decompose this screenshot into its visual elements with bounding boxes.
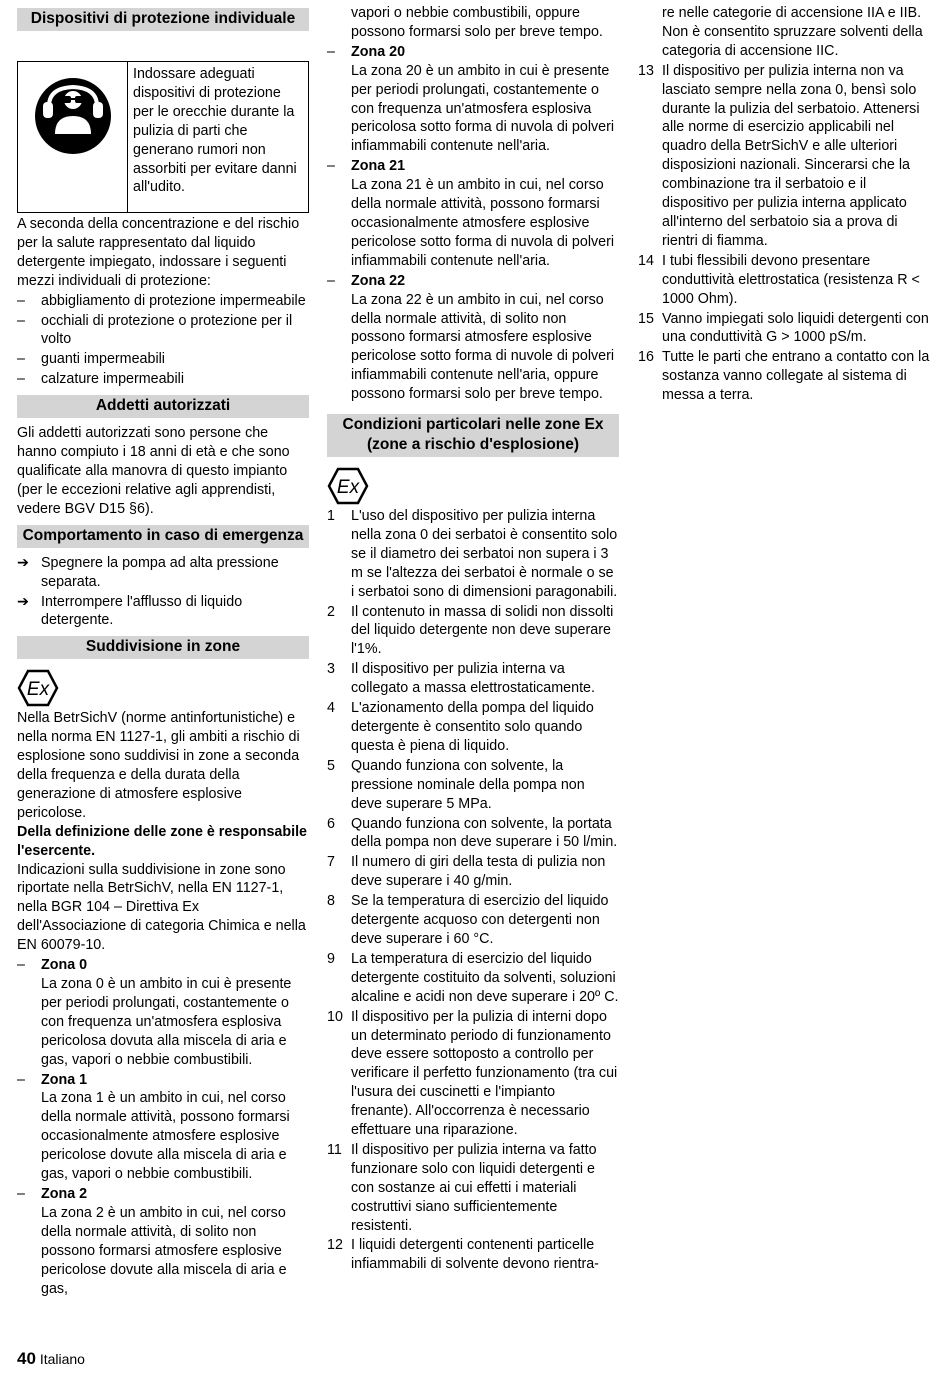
item-number: 6 (327, 815, 335, 832)
zone-0-title: – Zona 0 (17, 957, 88, 974)
numbered-item (638, 62, 930, 251)
item-text: Il contenuto in massa di solidi non dissolti del liquido detergente non deve superare l'1%. (351, 603, 614, 658)
svg-text:Ex: Ex (26, 679, 50, 701)
item-number: 10 (327, 1008, 343, 1025)
list-item: – calzature impermeabili (17, 371, 185, 388)
arrow-bullet: ➔ (17, 593, 29, 610)
ex-conditions-list (327, 507, 619, 1274)
zone-21-title: – Zona 21 (327, 158, 406, 175)
ex-explosion-hazard-icon (17, 669, 59, 707)
item-12-continued: re nelle categorie di accensione IIA e IIB. Non è consentito spruzzare solventi della categoria di accensione IIC. (662, 5, 923, 59)
zone-2-text-continued: vapori o nebbie combustibili, oppure possono formarsi solo per breve tempo. (351, 5, 603, 40)
auth-heading: Addetti autorizzati (17, 395, 309, 418)
ppe-icon-cell (18, 62, 128, 212)
zones-responsibility: Della definizione delle zone è responsabile l'esercente. (17, 823, 307, 859)
item-text: I liquidi detergenti contenenti particelle infiammabili di solvente devono rientra- (351, 1237, 599, 1273)
numbered-item (327, 699, 619, 756)
numbered-item (327, 757, 619, 814)
item-number: 9 (327, 950, 335, 967)
numbered-item (638, 348, 930, 405)
item-number: 2 (327, 603, 335, 620)
ppe-intro: A seconda della concentrazione e del rischio per la salute rappresentato dal liquido detergente impiegato, indossare i seguenti mezzi individuali di protezione: (17, 216, 300, 289)
emergency-heading: Comportamento in caso di emergenza (17, 525, 309, 548)
zones-references: Indicazioni sulla suddivisione in zone sono riportate nella BetrSichV, nella EN 1127-1, nella BGR 104 – Direttiva Ex dell'Associazione di categoria Chimica e nella EN 60079-10. (17, 861, 306, 954)
zone-22-title: – Zona 22 (327, 272, 406, 289)
item-number: 15 (638, 310, 654, 327)
item-text: Il dispositivo per pulizia interna va fatto funzionare solo con liquidi detergenti e con sostanze ai cui effetti i materiali costruttivi siano sufficientemente resistenti. (351, 1141, 597, 1234)
ppe-heading: Dispositivi di protezione individuale (17, 8, 309, 31)
numbered-item (327, 1141, 619, 1236)
ex-conditions-list-continued (638, 62, 930, 405)
numbered-item (638, 252, 930, 309)
dash-bullet: – (17, 351, 25, 368)
item-text: Il dispositivo per pulizia interna non va lasciato sempre nella zona 0, bensì solo durante la pulizia del serbatoio. Attenersi alle norme di esercizio applicabili nel quadro della BetrSichV e alle ulteriori disposizioni nazionali. Sincerarsi che la combinazione tra il serbatoio e il dispositivo per pulizia interna applicato all'interno del serbatoio sia a prova di rientri di fiamma. (662, 62, 920, 249)
item-number: 14 (638, 252, 654, 269)
ex-conditions-heading: Condizioni particolari nelle zone Ex (zone a rischio d'esplosione) (327, 414, 619, 457)
item-text: Tutte le parti che entrano a contatto con la sostanza vanno collegate al sistema di messa a terra. (662, 349, 930, 404)
zone-2-text: La zona 2 è un ambito in cui, nel corso della normale attività, di solito non possono formarsi atmosfere esplosive pericolose dovute alla miscela di aria e gas, (41, 1204, 287, 1297)
item-number: 11 (327, 1141, 342, 1158)
item-number: 16 (638, 349, 654, 366)
item-text: Il dispositivo per pulizia interna va collegato a massa elettrostaticamente. (351, 661, 595, 697)
item-text: Quando funziona con solvente, la portata della pompa non deve superare i 50 l/min. (351, 815, 618, 851)
item-number: 3 (327, 661, 335, 678)
item-number: 8 (327, 893, 335, 910)
item-number: 13 (638, 62, 654, 79)
page-number: 40 (17, 1349, 36, 1368)
numbered-item (327, 1236, 619, 1274)
item-text: Il dispositivo per la pulizia di interni dopo un determinato periodo di funzionamento deve essere sottoposto a controllo per verificare il perfetto funzionamento (tra cui l'usura dei cuscinetti e l'impianto frenante). All'occorrenza è necessario effettuare una riparazione. (351, 1008, 618, 1139)
footer-language: Italiano (39, 1351, 85, 1367)
numbered-item (638, 310, 930, 348)
numbered-item (327, 603, 619, 660)
column-1 (17, 4, 309, 1298)
numbered-item (327, 507, 619, 602)
ppe-notice-text: Indossare adeguati dispositivi di protezione per le orecchie durante la pulizia di parti che generano rumori non assorbiti per evitare danni all'udito. (133, 66, 297, 196)
ex-explosion-hazard-icon (327, 467, 369, 505)
zone-2-title: – Zona 2 (17, 1185, 88, 1202)
list-item: ➔ Spegnere la pompa ad alta pressione separata. (17, 554, 279, 590)
item-number: 7 (327, 854, 335, 871)
zone-20-title: – Zona 20 (327, 43, 406, 60)
zone-1-title: – Zona 1 (17, 1071, 88, 1088)
arrow-bullet: ➔ (17, 554, 29, 571)
column-2 (327, 4, 619, 1274)
numbered-item (327, 660, 619, 698)
item-text: L'azionamento della pompa del liquido detergente è consentito solo quando questa è piena di liquido. (351, 700, 594, 754)
zone-0-text: La zona 0 è un ambito in cui è presente per periodi prolungati, costantemente o con frequenza un'atmosfera esplosiva pericolosa dovuta alla miscela di aria e gas, vapori o nebbie combustibili. (41, 976, 292, 1068)
zone-20-text: La zona 20 è un ambito in cui è presente per periodi prolungati, costantemente o con frequenza un'atmosfera esplosiva pericolosa sotto forma di nuvola di polveri infiammabili contenute nell'aria. (351, 62, 615, 155)
item-text: L'uso del dispositivo per pulizia interna nella zona 0 dei serbatoi è consentito solo se il diametro dei serbatoi non supera i 3 m se l'altezza dei serbatoi è normale o se i serbatoi sono di dimensioni paragonabili. (351, 508, 618, 600)
zones-heading: Suddivisione in zone (17, 636, 309, 659)
ppe-notice-box (17, 61, 309, 213)
zone-21-text: La zona 21 è un ambito in cui, nel corso della normale attività, possono formarsi occasionalmente atmosfere esplosive pericolose sotto forma di nuvola di polveri infiammabili contenute nell'aria. (351, 177, 615, 269)
item-number: 1 (327, 508, 335, 525)
dash-bullet: – (17, 371, 25, 388)
list-item: – abbigliamento di protezione impermeabile (17, 292, 306, 309)
list-item: – guanti impermeabili (17, 351, 165, 368)
list-item: ➔ Interrompere l'afflusso di liquido detergente. (17, 593, 243, 629)
item-text: Quando funziona con solvente, la pressione nominale della pompa non deve superare 5 MPa. (351, 757, 585, 812)
auth-text: Gli addetti autorizzati sono persone che hanno compiuto i 18 anni di età e che sono qualificate alla manovra di questo impianto (per le eccezioni relative agli apprendisti, vedere BGV D15 §6). (17, 425, 290, 517)
dash-bullet: – (17, 292, 25, 309)
numbered-item (327, 950, 619, 1007)
zone-22-text: La zona 22 è un ambito in cui, nel corso della normale attività, di solito non possono formarsi atmosfere esplosive pericolose sotto forma di nuvole di polveri infiammabili contenute nell'aria, oppure possono formarsi solo per breve tempo. (351, 291, 615, 403)
page-footer (17, 1350, 85, 1369)
ear-and-eye-protection-icon (33, 76, 113, 156)
item-text: Il numero di giri della testa di pulizia non deve superare i 40 g/min. (351, 854, 606, 890)
item-text: La temperatura di esercizio del liquido detergente costituito da solventi, soluzioni alcaline e acidi non deve superare i 20º C. (351, 950, 619, 1005)
numbered-item (327, 853, 619, 891)
item-text: Vanno impiegati solo liquidi detergenti con una conduttività G > 1000 pS/m. (662, 310, 929, 346)
item-text: Se la temperatura di esercizio del liquido detergente acquoso con detergenti non deve superare i 60 °C. (351, 893, 609, 947)
numbered-item (327, 892, 619, 949)
zone-1-text: La zona 1 è un ambito in cui, nel corso della normale attività, possono formarsi occasionalmente atmosfere esplosive pericolose dovute alla miscela di aria e gas, vapori o nebbie combustibili. (41, 1090, 290, 1183)
numbered-item (327, 815, 619, 853)
numbered-item (327, 1008, 619, 1140)
svg-text:Ex: Ex (336, 477, 360, 499)
item-number: 5 (327, 757, 335, 774)
item-number: 12 (327, 1237, 343, 1254)
column-3 (638, 4, 930, 405)
list-item: – occhiali di protezione o protezione per il volto (17, 312, 293, 348)
zones-intro: Nella BetrSichV (norme antinfortunistiche) e nella norma EN 1127-1, gli ambiti a rischio di esplosione sono suddivisi in zone a seconda della frequenza e della durata della generazione di atmosfere esplosive pericolose. (17, 710, 300, 821)
item-text: I tubi flessibili devono presentare conduttività elettrostatica (resistenza R < 1000 Ohm). (662, 252, 920, 307)
item-number: 4 (327, 700, 335, 717)
dash-bullet: – (17, 312, 25, 329)
